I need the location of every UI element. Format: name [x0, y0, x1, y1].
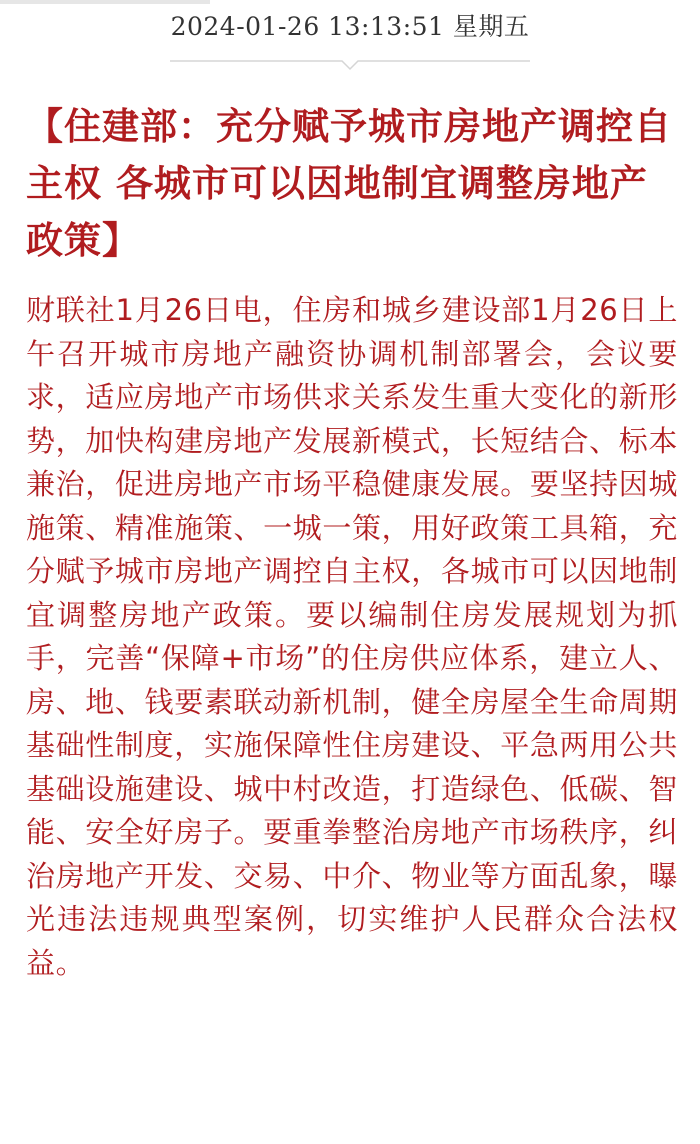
- divider-notch-icon: [170, 58, 530, 72]
- publish-timestamp: 2024-01-26 13:13:51 星期五: [170, 12, 530, 41]
- article-body: 财联社1月26日电，住房和城乡建设部1月26日上午召开城市房地产融资协调机制部署会，会议要求，适应房地产市场供求关系发生重大变化的新形势，加快构建房地产发展新模式，长短结合、标本兼治，促进房地产市场平稳健康发展。要坚持因城施策、精准施策、一城一策，用好政策工具箱，充分赋予城市房地产调控自主权，各城市可以因地制宜调整房地产政策。要以编制住房发展规划为抓手，完善“保障+市场”的住房供应体系，建立人、房、地、钱要素联动新机制，健全房屋全生命周期基础性制度，实施保障性住房建设、平急两用公共基础设施建设、城中村改造，打造绿色、低碳、智能、安全好房子。要重拳整治房地产市场秩序，纠治房地产开发、交易、中介、物业等方面乱象，曝光违法违规典型案例，切实维护人民群众合法权益。: [26, 293, 678, 980]
- article-content: [26, 98, 678, 985]
- article-title: 【住建部：充分赋予城市房地产调控自主权 各城市可以因地制宜调整房地产政策】: [26, 105, 672, 262]
- article-header: [0, 0, 700, 72]
- header-divider: [170, 58, 530, 72]
